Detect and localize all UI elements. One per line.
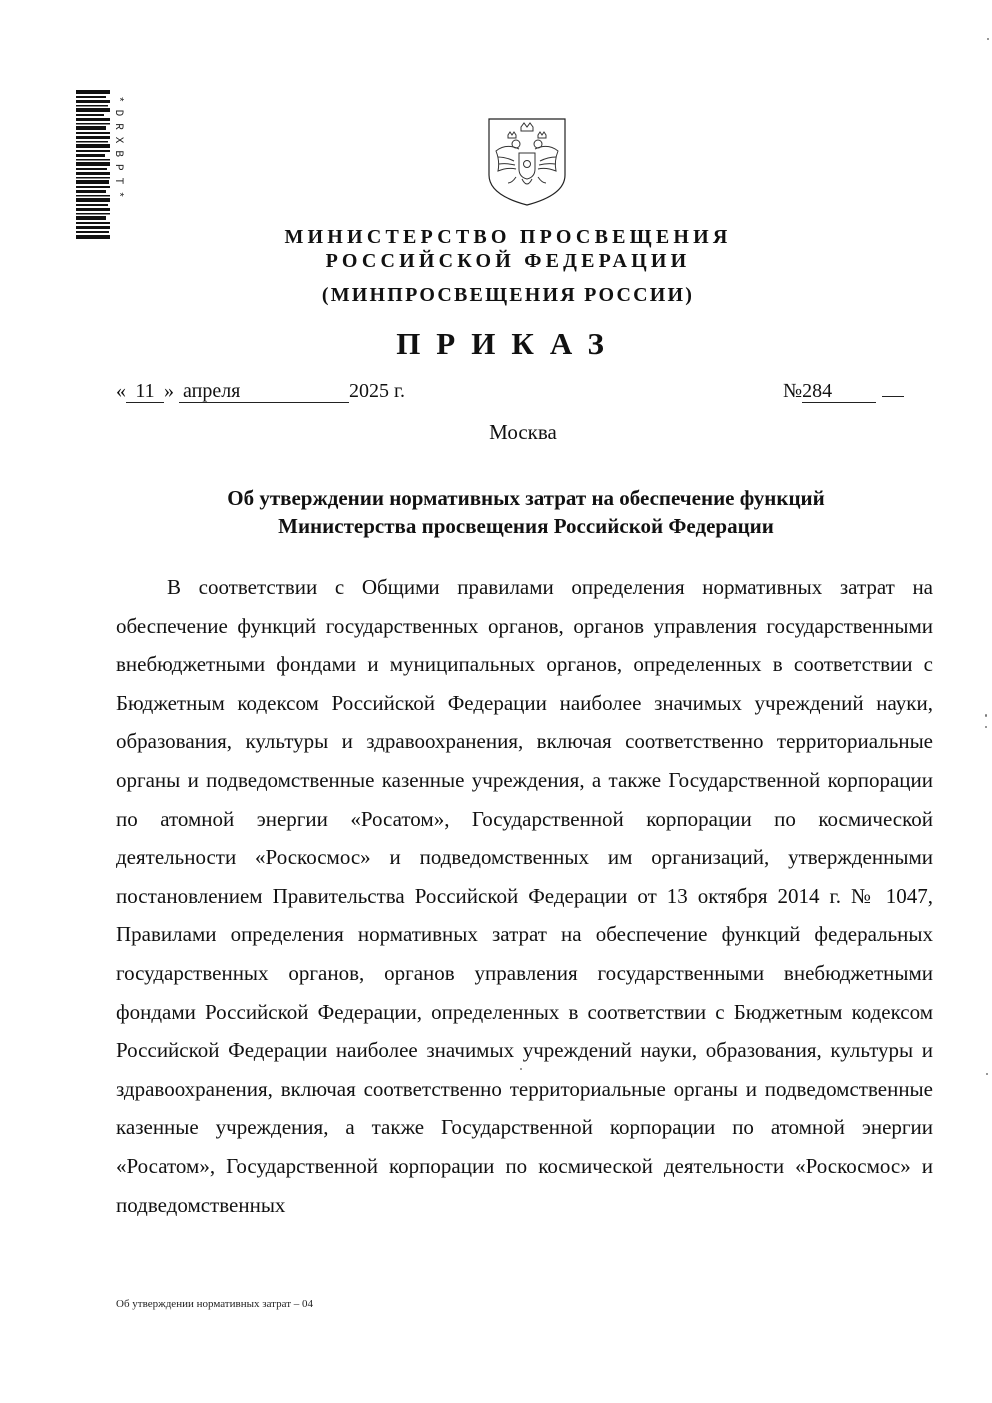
scan-speck <box>987 38 989 40</box>
document-title-line-1: Об утверждении нормативных затрат на обеспечение функций <box>227 486 825 510</box>
ministry-name-line-1: МИНИСТЕРСТВО ПРОСВЕЩЕНИЯ <box>284 226 732 248</box>
order-day: 11 <box>126 380 164 403</box>
order-date <box>116 380 405 403</box>
number-value: 284 <box>802 380 876 403</box>
document-title <box>116 484 936 540</box>
scan-speck <box>985 726 987 728</box>
open-quote: « <box>116 380 126 402</box>
barcode-image <box>76 90 136 240</box>
scan-speck <box>985 714 987 717</box>
body-paragraph: В соответствии с Общими правилами определения нормативных затрат на обеспечение функций государственных органов, органов управления государственными внебюджетными фондами и муниципальных органов, определенных в соответствии с Бюджетным кодексом Российской Федерации наиболее значимых учреждений науки, образования, культуры и здравоохранения, включая соответственно территориальные органы и подведомственные казенные учреждения, а также Государственной корпорации по атомной энергии «Росатом», Государственной корпорации по космической деятельности «Роскосмос» и подведомственных им организаций, утвержденными постановлением Правительства Российской Федерации от 13 октября 2014 г. № 1047, Правилами определения нормативных затрат на обеспечение функций федеральных государственных органов, органов управления государственными внебюджетными фондами Российской Федерации, определенных в соответствии с Бюджетным кодексом Российской Федерации наиболее значимых учреждений науки, образования, культуры и здравоохранения, включая соответственно территориальные органы и подведомственные казенные учреждения, а также Государственной корпорации по атомной энергии «Росатом», Государственной корпорации по космической деятельности «Роскосмос» и подведомственных <box>116 575 933 1217</box>
document-title-line-2: Министерства просвещения Российской Федерации <box>278 514 774 538</box>
order-city: Москва <box>489 420 557 444</box>
document-type-title: ПРИКАЗ <box>396 326 620 361</box>
ministry-name-line-2: РОССИЙСКОЙ ФЕДЕРАЦИИ <box>325 250 691 272</box>
order-month: апреля <box>179 380 349 403</box>
number-label: № <box>783 380 803 402</box>
scan-speck <box>986 1073 988 1075</box>
barcode-code: *DRXBPT* <box>112 96 124 205</box>
order-number <box>783 380 904 403</box>
scan-speck <box>520 1068 522 1070</box>
order-year-suffix: г. <box>394 380 405 402</box>
close-quote: » <box>164 380 174 402</box>
ministry-short-name: (МИНПРОСВЕЩЕНИЯ РОССИИ) <box>321 284 695 306</box>
order-year: 2025 <box>349 380 389 402</box>
coat-of-arms-icon <box>486 117 568 207</box>
footer-note: Об утверждении нормативных затрат – 04 <box>116 1298 314 1310</box>
number-underline <box>882 396 904 397</box>
